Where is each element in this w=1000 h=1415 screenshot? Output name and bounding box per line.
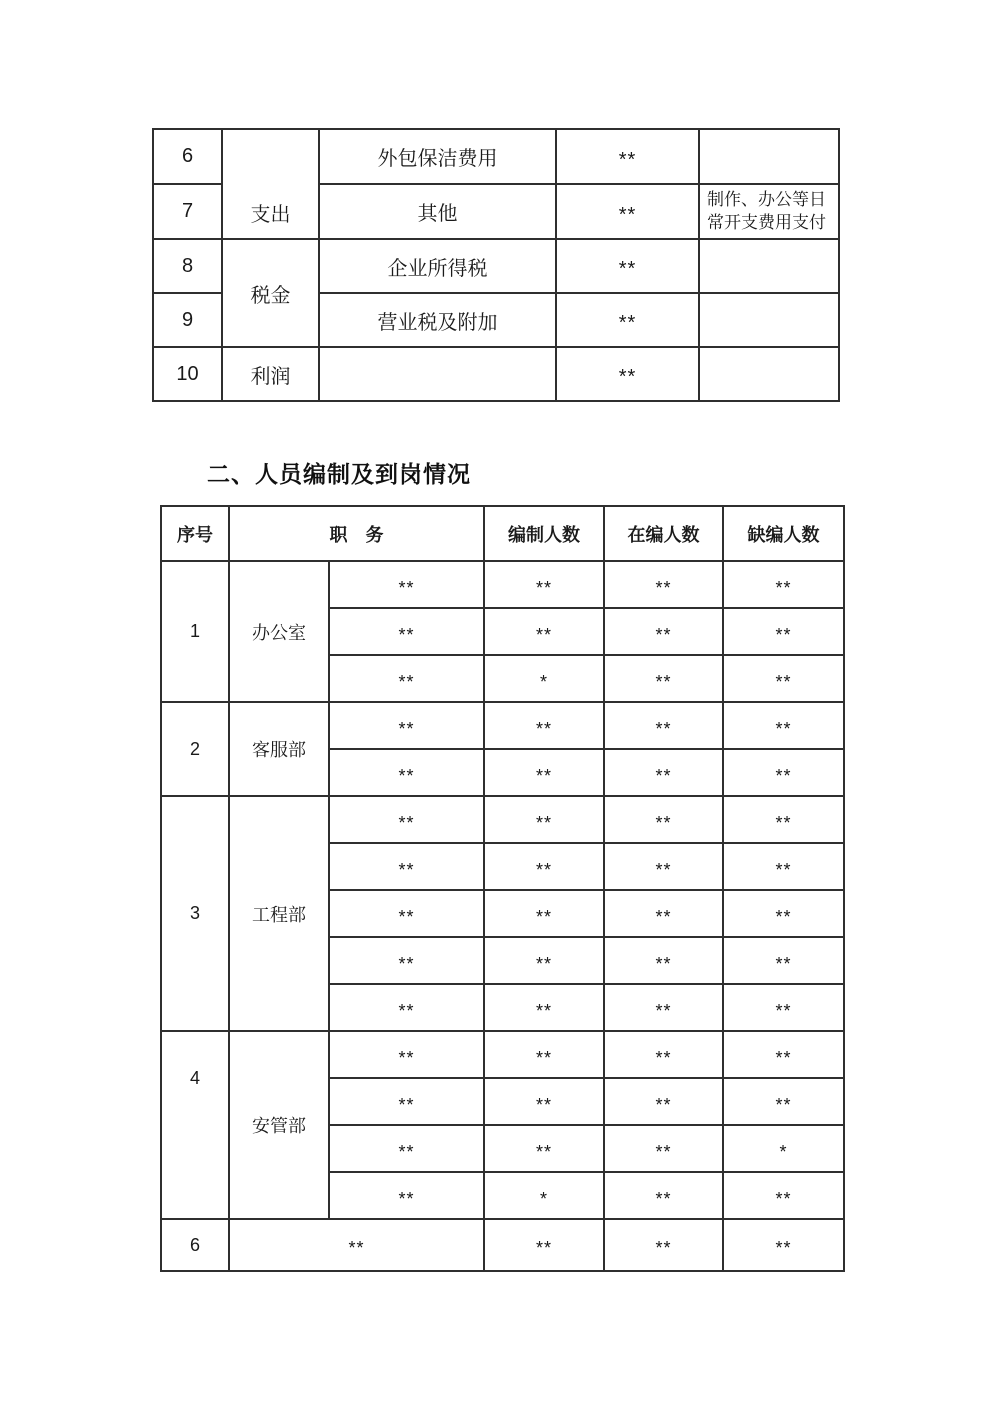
value-cell: ** bbox=[604, 890, 723, 937]
header-position: 职 务 bbox=[229, 506, 484, 561]
note-cell bbox=[699, 293, 839, 347]
value-cell: ** bbox=[484, 984, 604, 1031]
category-cell: 利润 bbox=[222, 347, 319, 401]
seq-cell: 2 bbox=[161, 702, 229, 796]
value-cell: * bbox=[484, 655, 604, 702]
seq-cell: 6 bbox=[161, 1219, 229, 1271]
value-cell: ** bbox=[604, 843, 723, 890]
position-cell: ** bbox=[329, 702, 484, 749]
header-vacant: 缺编人数 bbox=[723, 506, 844, 561]
value-cell: ** bbox=[484, 796, 604, 843]
value-cell: ** bbox=[484, 749, 604, 796]
table-row bbox=[153, 129, 839, 184]
seq-cell: 3 bbox=[161, 796, 229, 1031]
header-authorized: 编制人数 bbox=[484, 506, 604, 561]
value-cell: ** bbox=[484, 702, 604, 749]
value-cell: ** bbox=[604, 561, 723, 608]
value-cell: ** bbox=[604, 749, 723, 796]
value-cell: ** bbox=[484, 1031, 604, 1078]
position-cell: ** bbox=[329, 608, 484, 655]
value-cell: ** bbox=[723, 984, 844, 1031]
position-cell: ** bbox=[329, 984, 484, 1031]
item-cell: 外包保洁费用 bbox=[319, 129, 556, 184]
value-cell: ** bbox=[484, 1219, 604, 1271]
category-cell: 支出 bbox=[222, 129, 319, 239]
value-cell: ** bbox=[723, 608, 844, 655]
value-cell: ** bbox=[604, 655, 723, 702]
section-heading: 二、人员编制及到岗情况 bbox=[207, 461, 471, 487]
amount-cell: ** bbox=[556, 129, 699, 184]
position-cell: ** bbox=[329, 796, 484, 843]
table-row bbox=[153, 347, 839, 401]
value-cell: * bbox=[723, 1125, 844, 1172]
position-cell: ** bbox=[329, 843, 484, 890]
note-cell bbox=[699, 129, 839, 184]
value-cell: ** bbox=[604, 1219, 723, 1271]
item-cell: 企业所得税 bbox=[319, 239, 556, 293]
value-cell: ** bbox=[723, 890, 844, 937]
value-cell: ** bbox=[484, 937, 604, 984]
seq-cell: 7 bbox=[153, 184, 222, 239]
value-cell: ** bbox=[604, 937, 723, 984]
amount-cell: ** bbox=[556, 239, 699, 293]
table-row bbox=[161, 796, 844, 843]
seq-cell: 6 bbox=[153, 129, 222, 184]
position-cell: ** bbox=[329, 749, 484, 796]
value-cell: ** bbox=[604, 796, 723, 843]
table-header-row bbox=[161, 506, 844, 561]
value-cell: * bbox=[484, 1172, 604, 1219]
table-row bbox=[161, 561, 844, 608]
value-cell: ** bbox=[723, 561, 844, 608]
dept-cell: 办公室 bbox=[229, 561, 329, 702]
value-cell: ** bbox=[484, 890, 604, 937]
value-cell: ** bbox=[604, 1031, 723, 1078]
position-cell: ** bbox=[329, 1172, 484, 1219]
amount-cell: ** bbox=[556, 347, 699, 401]
note-cell: 制作、办公等日常开支费用支付 bbox=[699, 184, 839, 239]
value-cell: ** bbox=[723, 749, 844, 796]
position-cell: ** bbox=[329, 937, 484, 984]
value-cell: ** bbox=[723, 1219, 844, 1271]
value-cell: ** bbox=[604, 984, 723, 1031]
position-cell: ** bbox=[329, 1031, 484, 1078]
table-row bbox=[161, 1219, 844, 1271]
value-cell: ** bbox=[723, 796, 844, 843]
item-cell bbox=[319, 347, 556, 401]
seq-cell: 9 bbox=[153, 293, 222, 347]
value-cell: ** bbox=[484, 561, 604, 608]
seq-cell: 1 bbox=[161, 561, 229, 702]
seq-cell: 10 bbox=[153, 347, 222, 401]
value-cell: ** bbox=[604, 1125, 723, 1172]
staffing-table bbox=[160, 505, 845, 1272]
item-cell: 其他 bbox=[319, 184, 556, 239]
value-cell: ** bbox=[723, 843, 844, 890]
header-seq: 序号 bbox=[161, 506, 229, 561]
expense-table bbox=[152, 128, 840, 402]
item-cell: 营业税及附加 bbox=[319, 293, 556, 347]
dept-cell: 客服部 bbox=[229, 702, 329, 796]
value-cell: ** bbox=[723, 1031, 844, 1078]
position-cell: ** bbox=[329, 561, 484, 608]
value-cell: ** bbox=[723, 1172, 844, 1219]
value-cell: ** bbox=[604, 1078, 723, 1125]
value-cell: ** bbox=[723, 1078, 844, 1125]
value-cell: ** bbox=[723, 702, 844, 749]
value-cell: ** bbox=[604, 1172, 723, 1219]
position-cell: ** bbox=[329, 655, 484, 702]
position-cell: ** bbox=[229, 1219, 484, 1271]
position-cell: ** bbox=[329, 1125, 484, 1172]
value-cell: ** bbox=[723, 655, 844, 702]
value-cell: ** bbox=[484, 608, 604, 655]
note-cell bbox=[699, 347, 839, 401]
value-cell: ** bbox=[484, 843, 604, 890]
seq-cell: 4 bbox=[161, 1031, 229, 1219]
value-cell: ** bbox=[484, 1078, 604, 1125]
position-cell: ** bbox=[329, 1078, 484, 1125]
category-cell: 税金 bbox=[222, 239, 319, 347]
note-cell bbox=[699, 239, 839, 293]
amount-cell: ** bbox=[556, 184, 699, 239]
amount-cell: ** bbox=[556, 293, 699, 347]
dept-cell: 安管部 bbox=[229, 1031, 329, 1219]
value-cell: ** bbox=[484, 1125, 604, 1172]
table-row bbox=[161, 1031, 844, 1078]
value-cell: ** bbox=[723, 937, 844, 984]
seq-cell: 8 bbox=[153, 239, 222, 293]
dept-cell: 工程部 bbox=[229, 796, 329, 1031]
header-current: 在编人数 bbox=[604, 506, 723, 561]
position-cell: ** bbox=[329, 890, 484, 937]
value-cell: ** bbox=[604, 608, 723, 655]
table-row bbox=[161, 702, 844, 749]
table-row bbox=[153, 239, 839, 293]
value-cell: ** bbox=[604, 702, 723, 749]
